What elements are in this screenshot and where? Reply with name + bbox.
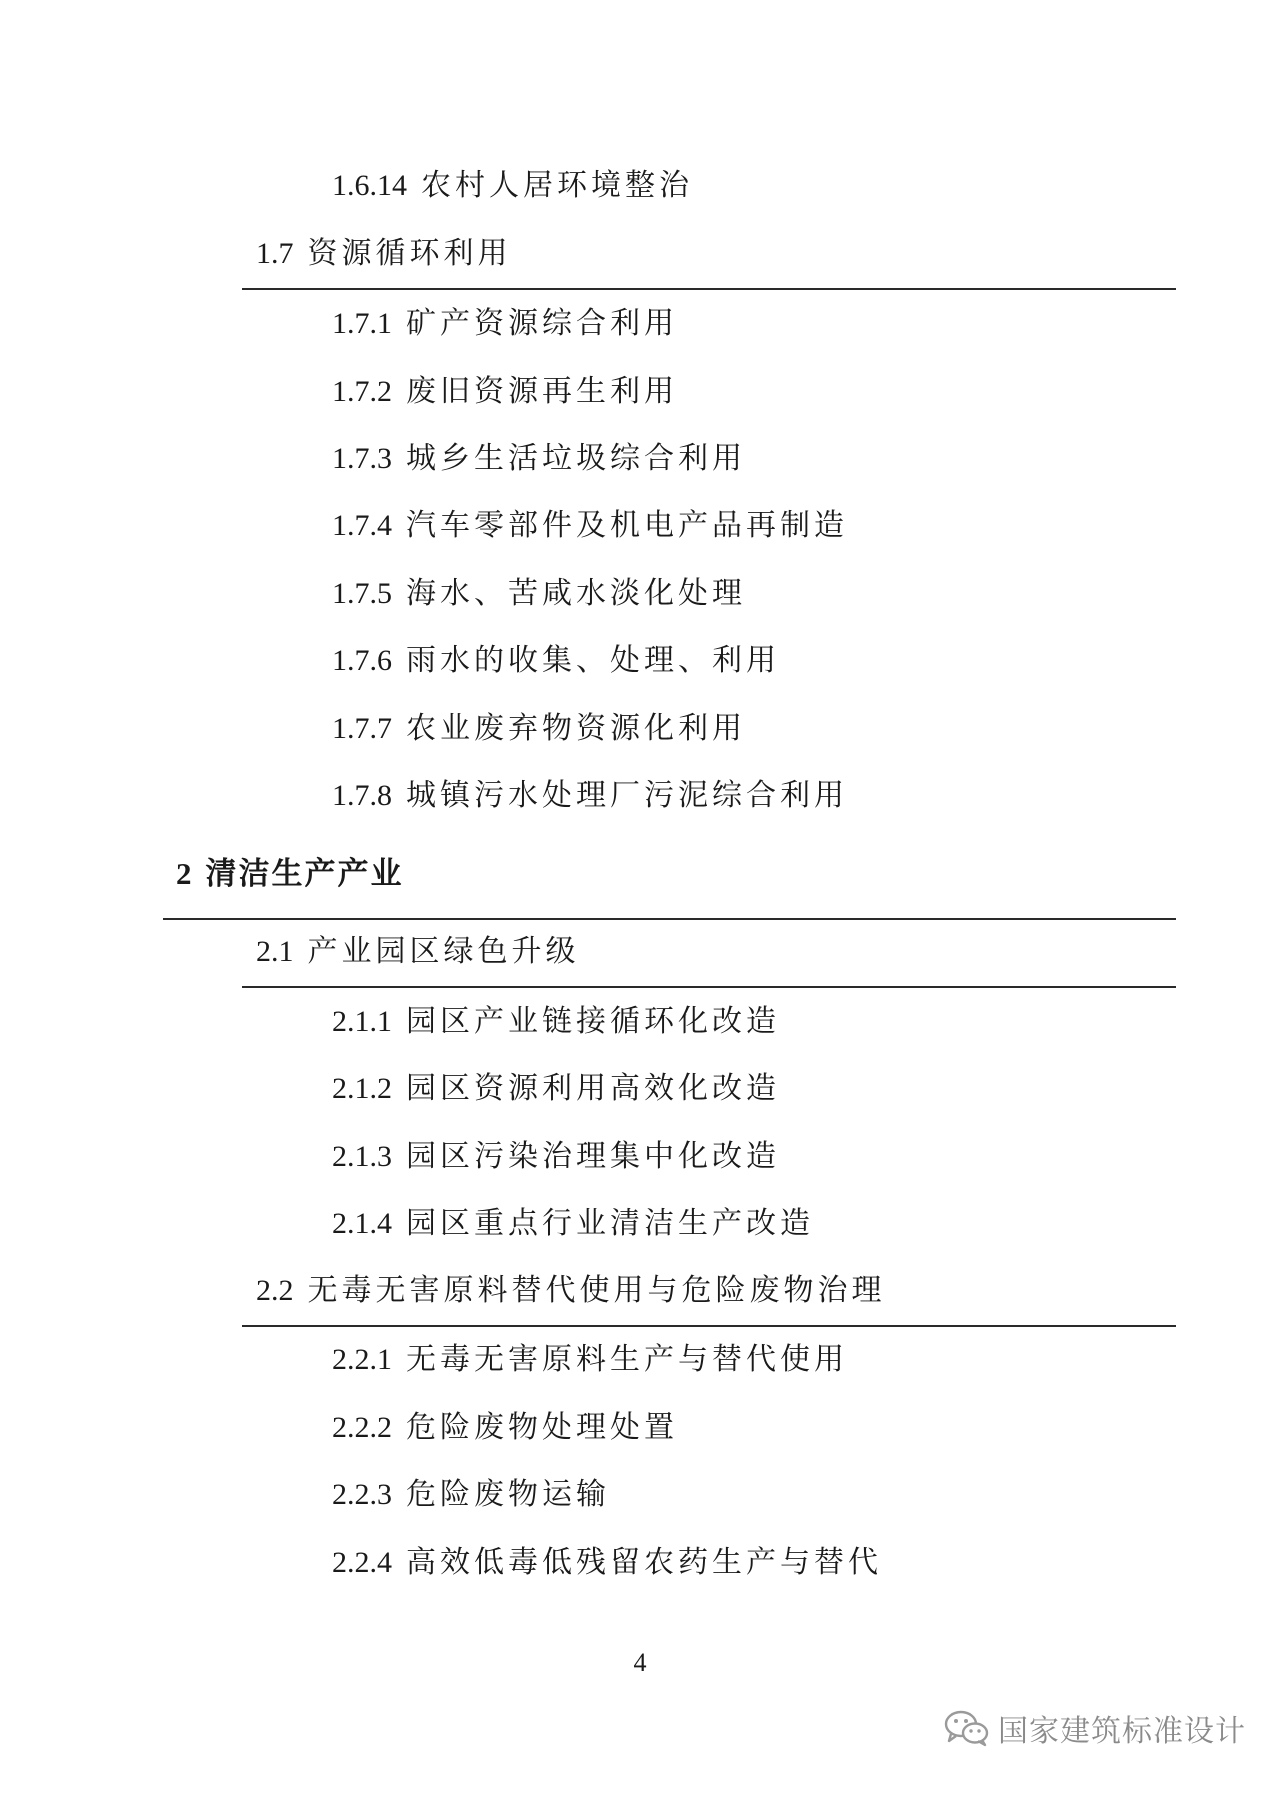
entry-title: 危险废物运输 [406, 1477, 610, 1512]
entry-number: 2 [176, 856, 192, 891]
toc-entry-level3 [332, 168, 693, 204]
entry-title: 园区重点行业清洁生产改造 [406, 1206, 814, 1241]
toc-entry-level3 [332, 306, 678, 342]
entry-title: 产业园区绿色升级 [307, 934, 580, 969]
section-divider [242, 288, 1176, 290]
toc-entry-level2 [256, 1273, 886, 1309]
section-divider [242, 1325, 1176, 1327]
entry-number: 2.1 [256, 935, 294, 968]
entry-title: 农业废弃物资源化利用 [406, 711, 746, 746]
entry-title: 废旧资源再生利用 [406, 374, 678, 409]
toc-entry-level3 [332, 778, 848, 814]
toc-entry-level3 [332, 508, 848, 544]
entry-title: 清洁生产产业 [205, 856, 404, 892]
entry-title: 资源循环利用 [307, 236, 512, 271]
entry-title: 危险废物处理处置 [406, 1410, 678, 1445]
entry-title: 汽车零部件及机电产品再制造 [406, 508, 848, 543]
entry-title: 园区产业链接循环化改造 [406, 1004, 780, 1039]
entry-number: 2.2.1 [332, 1343, 392, 1376]
entry-title: 高效低毒低残留农药生产与替代 [406, 1545, 882, 1580]
entry-number: 2.1.2 [332, 1072, 392, 1105]
section-divider [242, 986, 1176, 988]
entry-number: 2.1.1 [332, 1005, 392, 1038]
watermark-text: 国家建筑标准设计 [998, 1714, 1246, 1749]
entry-number: 2.1.4 [332, 1207, 392, 1240]
entry-title: 农村人居环境整治 [421, 168, 693, 203]
toc-entry-level3 [332, 1206, 814, 1242]
toc-entry-level3 [332, 1139, 780, 1175]
entry-title: 雨水的收集、处理、利用 [406, 643, 780, 678]
entry-title: 无毒无害原料替代使用与危险废物治理 [307, 1273, 886, 1308]
toc-entry-level3 [332, 576, 746, 612]
toc-entry-level3 [332, 1071, 780, 1107]
entry-title: 城乡生活垃圾综合利用 [406, 441, 746, 476]
chapter-divider [163, 918, 1176, 920]
entry-number: 1.7.7 [332, 712, 392, 745]
entry-number: 1.7.2 [332, 375, 392, 408]
entry-number: 1.7.6 [332, 644, 392, 677]
entry-number: 1.7.4 [332, 509, 392, 542]
entry-number: 1.6.14 [332, 169, 407, 202]
entry-title: 海水、苦咸水淡化处理 [406, 576, 746, 611]
entry-title: 城镇污水处理厂污泥综合利用 [406, 778, 848, 813]
toc-entry-level3 [332, 374, 678, 410]
toc-entry-level3 [332, 441, 746, 477]
entry-number: 2.1.3 [332, 1140, 392, 1173]
entry-title: 无毒无害原料生产与替代使用 [406, 1342, 848, 1377]
toc-entry-level3 [332, 1410, 678, 1446]
toc-entry-level3 [332, 1342, 848, 1378]
entry-title: 矿产资源综合利用 [406, 306, 678, 341]
toc-entry-level2 [256, 934, 580, 970]
entry-number: 1.7 [256, 237, 294, 270]
toc-entry-level3 [332, 1004, 780, 1040]
entry-number: 1.7.5 [332, 577, 392, 610]
entry-number: 1.7.8 [332, 779, 392, 812]
page-number: 4 [633, 1648, 647, 1677]
entry-number: 2.2.3 [332, 1478, 392, 1511]
toc-entry-level3 [332, 643, 780, 679]
entry-number: 1.7.3 [332, 442, 392, 475]
toc-entry-level3 [332, 1477, 610, 1513]
toc-entry-level1 [176, 856, 404, 892]
entry-title: 园区资源利用高效化改造 [406, 1071, 780, 1106]
entry-number: 2.2 [256, 1274, 294, 1307]
entry-number: 2.2.2 [332, 1411, 392, 1444]
wechat-icon [944, 1708, 990, 1748]
toc-entry-level3 [332, 1545, 882, 1581]
entry-title: 园区污染治理集中化改造 [406, 1139, 780, 1174]
entry-number: 2.2.4 [332, 1546, 392, 1579]
watermark [944, 1706, 1246, 1750]
toc-entry-level2 [256, 236, 512, 272]
entry-number: 1.7.1 [332, 307, 392, 340]
toc-entry-level3 [332, 711, 746, 747]
